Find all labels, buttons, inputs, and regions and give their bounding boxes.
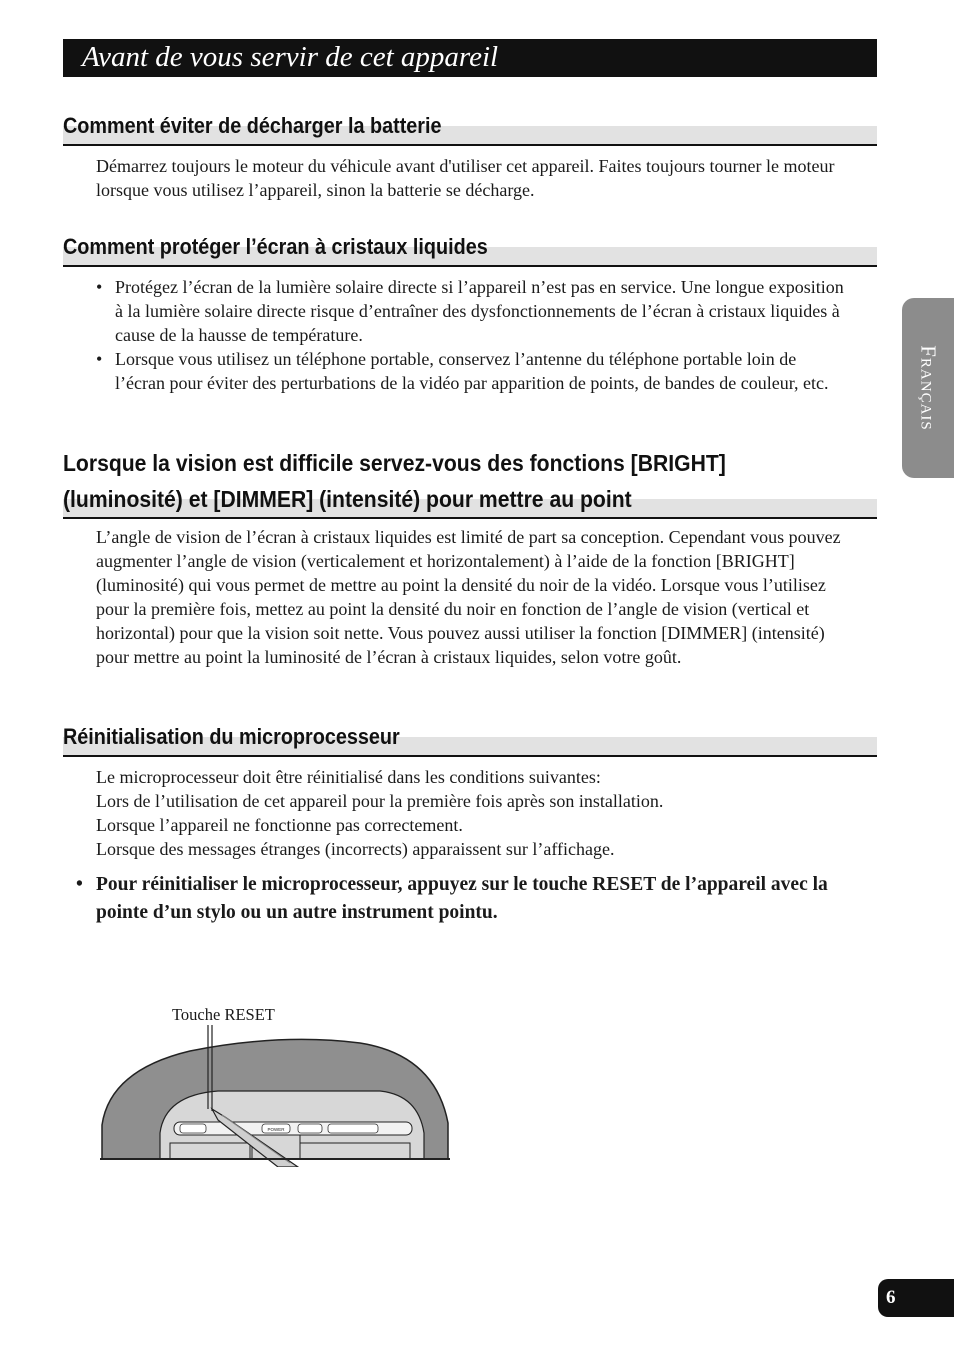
list-item: • Lorsque vous utilisez un téléphone portable, conservez l’antenne du téléphone portable loin de l’écran pour éviter des perturbations de la vidéo par apparition de points, de bandes de couleur, etc. [96, 347, 846, 395]
language-side-tab [902, 298, 954, 478]
section-heading-line1: Lorsque la vision est difficile servez-vous des fonctions [BRIGHT] [63, 450, 726, 476]
paragraph: Démarrez toujours le moteur du véhicule avant d'utiliser cet appareil. Faites toujours tourner le moteur lorsque vous utilisez l’appareil, sinon la batterie se décharge. [96, 156, 835, 200]
section-heading-reset [63, 719, 877, 757]
page-number [878, 1279, 954, 1317]
section-heading-lcd-protect [63, 229, 877, 267]
power-button-label: POWER [267, 1127, 285, 1132]
section-heading-text: Réinitialisation du microprocesseur [63, 724, 400, 749]
section-heading-text: Comment éviter de décharger la batterie [63, 113, 442, 138]
bullet-list-lcd [96, 275, 846, 395]
section-heading-text: Comment protéger l’écran à cristaux liquides [63, 234, 488, 259]
section-heading-line2: (luminosité) et [DIMMER] (intensité) pour mettre au point [63, 486, 632, 512]
text-line: Le microprocesseur doit être réinitialisé dans les conditions suivantes: [96, 767, 601, 787]
reset-button-illustration [100, 1025, 452, 1167]
text-line: Lorsque l’appareil ne fonctionne pas correctement. [96, 815, 463, 835]
figure-callout-label: Touche RESET [172, 1005, 275, 1024]
page-number-text: 6 [886, 1287, 896, 1308]
text-line: Lors de l’utilisation de cet appareil pour la première fois après son installation. [96, 791, 664, 811]
reset-instruction-text: Pour réinitialiser le microprocesseur, appuyez sur le touche RESET de l’appareil avec la pointe d’un stylo ou un autre instrument pointu. [96, 874, 828, 923]
language-tab-label: Français [916, 345, 941, 431]
bullet-dot: • [76, 874, 83, 895]
section-body-reset [96, 765, 856, 861]
page-title: Avant de vous servir de cet appareil [82, 41, 499, 73]
section-heading-battery [63, 108, 877, 146]
reset-instruction [76, 871, 836, 927]
section-heading-bright-dimmer [63, 445, 877, 519]
list-item: • Protégez l’écran de la lumière solaire directe si l’appareil n’est pas en service. Une longue exposition à la lumière solaire directe risque d’entraîner des dysfonctionnements de l’écran à cristaux liquides à cause de la hausse de température. [96, 275, 846, 347]
paragraph: L’angle de vision de l’écran à cristaux liquides est limité de part sa conception. Cependant vous pouvez augmenter l’angle de vision (verticalement et horizontalement) à l’aide de la fonction [BRIGHT] (luminosité) qui vous permet de mettre au point la densité du noir de la vidéo. Lorsque vous l’utilisez pour la première fois, mettez au point la densité du noir en fonction de l’angle de vision (vertical et horizontal) pour que la vision soit nette. Vous pouvez aussi utiliser la fonction [DIMMER] (intensité) pour mettre au point la luminosité de l’écran à cristaux liquides, selon votre goût. [96, 527, 841, 667]
page-title-bar [63, 39, 877, 77]
section-body-bright-dimmer [96, 525, 856, 669]
text-line: Lorsque des messages étranges (incorrects) apparaissent sur l’affichage. [96, 839, 615, 859]
section-body-battery [96, 154, 856, 202]
